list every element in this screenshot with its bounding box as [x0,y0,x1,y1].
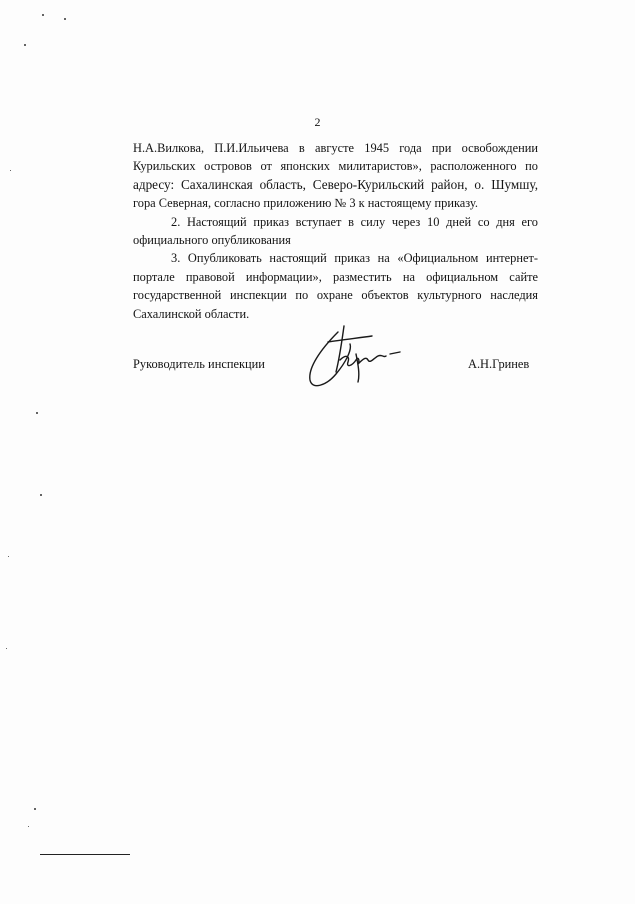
signatory-title: Руководитель инспекции [133,357,265,371]
scan-speck [34,808,36,810]
handwritten-signature [300,320,420,400]
page-number: 2 [314,115,321,129]
scan-speck [64,18,66,20]
scan-speck [8,556,9,557]
paragraph-line: Н.А.Вилкова, П.И.Ильичева в августе 1945 года при освобождении [133,141,538,155]
paragraph-item-2: 2. Настоящий приказ вступает в силу через 10 дней со дня его официального опубликования [133,214,538,248]
scan-speck [36,412,38,414]
scan-speck [28,826,29,827]
scan-speck [40,494,42,496]
paragraph-line: Курильских островов от японских милитаристов», расположенного по [133,159,538,174]
scan-speck [24,44,26,46]
scan-speck [10,170,11,171]
footer-divider [40,854,130,855]
scan-speck [6,648,7,649]
paragraph-continuation [133,139,538,213]
paragraph-line: адресу: Сахалинская область, Северо-Курильский район, о. Шумшу, [133,176,538,192]
signatory-name: А.Н.Гринев [468,357,530,371]
paragraph-line: гора Северная, согласно приложению № 3 к настоящему приказу. [133,196,478,211]
paragraph-item-3: 3. Опубликовать настоящий приказ на «Официальном интернет-портале правовой информации», разместить на официальном сайте государственной инспекции по охране объектов культурного наследия Сахалинской области. [133,251,538,321]
scan-speck [42,14,44,16]
document-body [133,139,538,323]
